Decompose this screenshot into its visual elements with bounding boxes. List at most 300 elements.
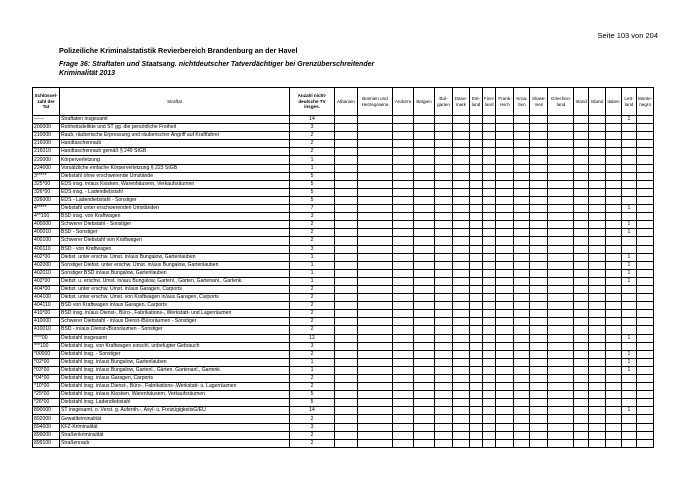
cell-country (358, 326, 393, 334)
cell-country (605, 415, 621, 423)
cell-country (514, 399, 530, 407)
cell-country (496, 310, 514, 318)
cell-country (453, 140, 470, 148)
cell-offense: EDS insg. in/aus Kiosken, Warenhäusern, Verkaufsräumen (60, 180, 290, 188)
cell-country (470, 439, 483, 447)
cell-total: 1 (290, 253, 335, 261)
cell-country (358, 391, 393, 399)
cell-country (588, 334, 605, 342)
table-row (33, 350, 654, 358)
cell-montenegro (636, 375, 653, 383)
cell-country (574, 399, 589, 407)
cell-country (605, 172, 621, 180)
cell-country (483, 205, 496, 213)
cell-country (358, 164, 393, 172)
cell-country (574, 294, 589, 302)
cell-country (393, 407, 414, 415)
cell-country (483, 229, 496, 237)
cell-country (574, 237, 589, 245)
cell-lettland (621, 180, 636, 188)
cell-lettland: 1 (621, 334, 636, 342)
cell-country (435, 132, 453, 140)
cell-lettland (621, 213, 636, 221)
cell-total: 2 (290, 285, 335, 293)
cell-country (574, 439, 589, 447)
cell-country (514, 318, 530, 326)
cell-country (548, 180, 574, 188)
cell-country (470, 399, 483, 407)
cell-country (470, 140, 483, 148)
cell-country (483, 407, 496, 415)
cell-country (414, 407, 435, 415)
cell-country (514, 285, 530, 293)
cell-country (358, 294, 393, 302)
cell-key: 899000 (33, 431, 60, 439)
cell-country (588, 180, 605, 188)
cell-country (530, 366, 548, 374)
cell-country (358, 334, 393, 342)
cell-country (470, 342, 483, 350)
cell-country (496, 116, 514, 124)
cell-country (393, 415, 414, 423)
cell-country (335, 285, 358, 293)
cell-lettland (621, 188, 636, 196)
cell-country (588, 375, 605, 383)
cell-country (548, 294, 574, 302)
cell-offense: Straftaten insgesamt (60, 116, 290, 124)
cell-country (530, 399, 548, 407)
cell-country (496, 423, 514, 431)
cell-country (335, 342, 358, 350)
cell-country (335, 221, 358, 229)
table-row (33, 253, 654, 261)
cell-country (574, 164, 589, 172)
cell-country (530, 205, 548, 213)
cell-key: 325*00 (33, 180, 60, 188)
cell-key: 220000 (33, 156, 60, 164)
cell-key: 892000 (33, 415, 60, 423)
cell-country (470, 423, 483, 431)
cell-lettland (621, 391, 636, 399)
cell-country (530, 285, 548, 293)
cell-country (496, 148, 514, 156)
cell-country (530, 164, 548, 172)
cell-country (435, 310, 453, 318)
cell-country (548, 116, 574, 124)
cell-country (574, 302, 589, 310)
cell-key: 402*00 (33, 253, 60, 261)
cell-country (453, 326, 470, 334)
cell-country (496, 221, 514, 229)
cell-country (358, 124, 393, 132)
cell-offense: BSD insg. in/aus Dienst-, Büro-, Fabrikations-, Werkstatt- und Lagerräumen (60, 310, 290, 318)
cell-offense: Diebstahl insg. - Sonstiger (60, 350, 290, 358)
cell-country (530, 269, 548, 277)
cell-country (393, 261, 414, 269)
cell-country (530, 261, 548, 269)
cell-country (453, 229, 470, 237)
cell-country (414, 164, 435, 172)
cell-country (435, 350, 453, 358)
cell-montenegro (636, 407, 653, 415)
cell-country (393, 156, 414, 164)
cell-country (514, 269, 530, 277)
cell-country (435, 342, 453, 350)
cell-country (453, 423, 470, 431)
cell-country (588, 342, 605, 350)
cell-country (496, 156, 514, 164)
cell-country (530, 237, 548, 245)
cell-country (530, 431, 548, 439)
table-row (33, 180, 654, 188)
cell-montenegro (636, 261, 653, 269)
cell-country (530, 132, 548, 140)
cell-country (605, 269, 621, 277)
cell-country (588, 277, 605, 285)
table-row (33, 375, 654, 383)
table-row (33, 358, 654, 366)
cell-country (496, 294, 514, 302)
cell-key: 410000 (33, 318, 60, 326)
cell-montenegro (636, 124, 653, 132)
cell-country (393, 245, 414, 253)
cell-country (496, 261, 514, 269)
cell-key: *04*00 (33, 375, 60, 383)
cell-country (435, 180, 453, 188)
cell-country (470, 245, 483, 253)
cell-country (435, 334, 453, 342)
cell-country (530, 124, 548, 132)
cell-country (414, 140, 435, 148)
cell-country (453, 415, 470, 423)
cell-country (414, 326, 435, 334)
cell-key: 4**100 (33, 213, 60, 221)
cell-country (588, 229, 605, 237)
cell-country (393, 310, 414, 318)
cell-country (335, 140, 358, 148)
cell-country (605, 132, 621, 140)
cell-country (470, 431, 483, 439)
cell-country (605, 205, 621, 213)
cell-country (435, 245, 453, 253)
cell-country (358, 439, 393, 447)
cell-offense: ST insgesamt, o. Verst. g. Aufenth.-, Asyl- u. FreizügigkeitsG/EU (60, 407, 290, 415)
cell-country (393, 342, 414, 350)
cell-country (435, 237, 453, 245)
cell-country (483, 221, 496, 229)
cell-montenegro (636, 253, 653, 261)
cell-country (530, 180, 548, 188)
cell-key: 400100 (33, 237, 60, 245)
cell-offense: Gewaltkriminalität (60, 415, 290, 423)
cell-lettland (621, 423, 636, 431)
cell-country (514, 342, 530, 350)
cell-country (453, 350, 470, 358)
cell-country (530, 140, 548, 148)
cell-key: 326*00 (33, 188, 60, 196)
cell-country (335, 253, 358, 261)
cell-lettland (621, 237, 636, 245)
cell-country (335, 261, 358, 269)
table-row (33, 399, 654, 407)
cell-total: 1 (290, 156, 335, 164)
cell-country (435, 285, 453, 293)
cell-total: 3 (290, 245, 335, 253)
cell-country (414, 277, 435, 285)
cell-country (470, 172, 483, 180)
cell-country (335, 310, 358, 318)
cell-total: 2 (290, 294, 335, 302)
cell-country (435, 302, 453, 310)
cell-country (496, 196, 514, 204)
cell-offense: KFZ-Kriminalität (60, 423, 290, 431)
cell-country (393, 253, 414, 261)
cell-country (588, 205, 605, 213)
cell-country (548, 326, 574, 334)
column-header: Frank-reich (496, 88, 514, 116)
cell-country (574, 391, 589, 399)
cell-country (496, 237, 514, 245)
cell-key: 4***** (33, 205, 60, 213)
cell-country (574, 269, 589, 277)
cell-country (435, 318, 453, 326)
cell-country (496, 326, 514, 334)
cell-lettland (621, 310, 636, 318)
table-row (33, 164, 654, 172)
cell-key: 410*00 (33, 310, 60, 318)
cell-country (393, 294, 414, 302)
cell-country (496, 358, 514, 366)
cell-country (435, 294, 453, 302)
cell-country (414, 350, 435, 358)
column-header: Schlüssel-zahl der Tat (33, 88, 60, 116)
cell-key: *26*00 (33, 399, 60, 407)
cell-key: 200000 (33, 124, 60, 132)
table-row (33, 294, 654, 302)
cell-country (605, 326, 621, 334)
cell-montenegro (636, 148, 653, 156)
cell-country (483, 124, 496, 132)
cell-country (548, 229, 574, 237)
cell-country (496, 415, 514, 423)
cell-country (335, 431, 358, 439)
cell-country (435, 375, 453, 383)
cell-lettland (621, 318, 636, 326)
cell-country (548, 342, 574, 350)
cell-key: 894000 (33, 423, 60, 431)
cell-montenegro (636, 294, 653, 302)
cell-country (588, 253, 605, 261)
cell-total: 2 (290, 310, 335, 318)
cell-country (605, 383, 621, 391)
cell-country (514, 221, 530, 229)
cell-country (470, 350, 483, 358)
cell-country (470, 156, 483, 164)
column-header: Island (588, 88, 605, 116)
cell-country (453, 285, 470, 293)
cell-key: 210000 (33, 132, 60, 140)
cell-country (358, 269, 393, 277)
cell-country (530, 415, 548, 423)
cell-country (496, 213, 514, 221)
cell-country (453, 383, 470, 391)
cell-lettland (621, 326, 636, 334)
cell-country (483, 172, 496, 180)
cell-montenegro (636, 156, 653, 164)
cell-lettland: 1 (621, 221, 636, 229)
cell-total: 2 (290, 318, 335, 326)
cell-country (435, 148, 453, 156)
cell-key: 404*00 (33, 285, 60, 293)
cell-country (605, 318, 621, 326)
table-row (33, 229, 654, 237)
cell-country (470, 237, 483, 245)
table-header-row (33, 88, 654, 116)
cell-offense: Diebstahl insg. Ladendiebstahl (60, 399, 290, 407)
cell-country (496, 164, 514, 172)
cell-country (574, 285, 589, 293)
cell-key: *00000 (33, 350, 60, 358)
column-header: Bul-garien (435, 88, 453, 116)
cell-country (453, 253, 470, 261)
table-row (33, 310, 654, 318)
cell-country (605, 431, 621, 439)
cell-country (588, 156, 605, 164)
cell-country (514, 229, 530, 237)
cell-country (605, 229, 621, 237)
cell-country (393, 132, 414, 140)
cell-country (588, 140, 605, 148)
cell-country (605, 188, 621, 196)
cell-key: 3***** (33, 172, 60, 180)
cell-offense: Schwerer Diebstahl - in/aus Dienst-/Büroräumen - Sonstiger (60, 318, 290, 326)
cell-country (358, 342, 393, 350)
cell-country (574, 124, 589, 132)
cell-lettland (621, 375, 636, 383)
cell-country (483, 366, 496, 374)
cell-montenegro (636, 132, 653, 140)
column-header: Belgien (414, 88, 435, 116)
cell-country (335, 407, 358, 415)
cell-country (574, 261, 589, 269)
cell-country (496, 245, 514, 253)
cell-country (483, 415, 496, 423)
cell-country (335, 132, 358, 140)
cell-country (470, 261, 483, 269)
cell-country (414, 196, 435, 204)
cell-country (335, 213, 358, 221)
cell-lettland: 1 (621, 358, 636, 366)
cell-country (574, 358, 589, 366)
cell-country (358, 229, 393, 237)
cell-country (393, 172, 414, 180)
cell-lettland: 1 (621, 116, 636, 124)
cell-country (483, 261, 496, 269)
cell-key: 410010 (33, 326, 60, 334)
cell-country (435, 221, 453, 229)
cell-country (605, 399, 621, 407)
cell-country (548, 350, 574, 358)
cell-offense: EDS insg. - Ladendiebstahl (60, 188, 290, 196)
column-header: Albanien (335, 88, 358, 116)
cell-country (435, 188, 453, 196)
cell-country (414, 358, 435, 366)
cell-country (605, 116, 621, 124)
table-row (33, 132, 654, 140)
cell-country (435, 124, 453, 132)
cell-country (530, 326, 548, 334)
cell-country (393, 366, 414, 374)
cell-total: 2 (290, 375, 335, 383)
cell-montenegro (636, 229, 653, 237)
cell-country (496, 318, 514, 326)
cell-country (414, 269, 435, 277)
table-row (33, 431, 654, 439)
cell-offense: Raub, räuberische Erpressung und räuberischer Angriff auf Kraftfahrer (60, 132, 290, 140)
cell-country (435, 431, 453, 439)
cell-country (514, 350, 530, 358)
cell-country (483, 277, 496, 285)
cell-country (453, 205, 470, 213)
cell-country (588, 132, 605, 140)
cell-country (483, 148, 496, 156)
cell-montenegro (636, 415, 653, 423)
cell-country (605, 213, 621, 221)
cell-country (414, 318, 435, 326)
cell-country (335, 415, 358, 423)
cell-country (483, 245, 496, 253)
cell-lettland: 1 (621, 261, 636, 269)
cell-country (414, 302, 435, 310)
cell-country (414, 261, 435, 269)
cell-country (548, 310, 574, 318)
cell-offense: Diebstahl insg. in/aus Kiosken, Warenhäusern, Verkaufsräumen (60, 391, 290, 399)
cell-country (393, 302, 414, 310)
cell-lettland: 1 (621, 407, 636, 415)
cell-country (453, 277, 470, 285)
cell-country (548, 221, 574, 229)
cell-country (588, 423, 605, 431)
cell-lettland (621, 342, 636, 350)
cell-country (514, 164, 530, 172)
cell-country (358, 423, 393, 431)
cell-montenegro (636, 221, 653, 229)
cell-country (435, 277, 453, 285)
cell-country (414, 180, 435, 188)
cell-country (530, 439, 548, 447)
cell-country (453, 407, 470, 415)
cell-montenegro (636, 213, 653, 221)
cell-country (574, 213, 589, 221)
cell-country (483, 285, 496, 293)
cell-country (414, 391, 435, 399)
column-header: Slowe-nien (530, 88, 548, 116)
cell-country (496, 350, 514, 358)
cell-country (588, 399, 605, 407)
cell-country (453, 269, 470, 277)
cell-country (496, 399, 514, 407)
column-header: Italien (605, 88, 621, 116)
cell-offense: BSD - Sonstiger (60, 229, 290, 237)
cell-country (435, 205, 453, 213)
cell-key: 400110 (33, 245, 60, 253)
cell-country (530, 221, 548, 229)
cell-lettland: 1 (621, 253, 636, 261)
cell-country (435, 366, 453, 374)
cell-montenegro (636, 439, 653, 447)
cell-country (496, 366, 514, 374)
cell-country (435, 164, 453, 172)
